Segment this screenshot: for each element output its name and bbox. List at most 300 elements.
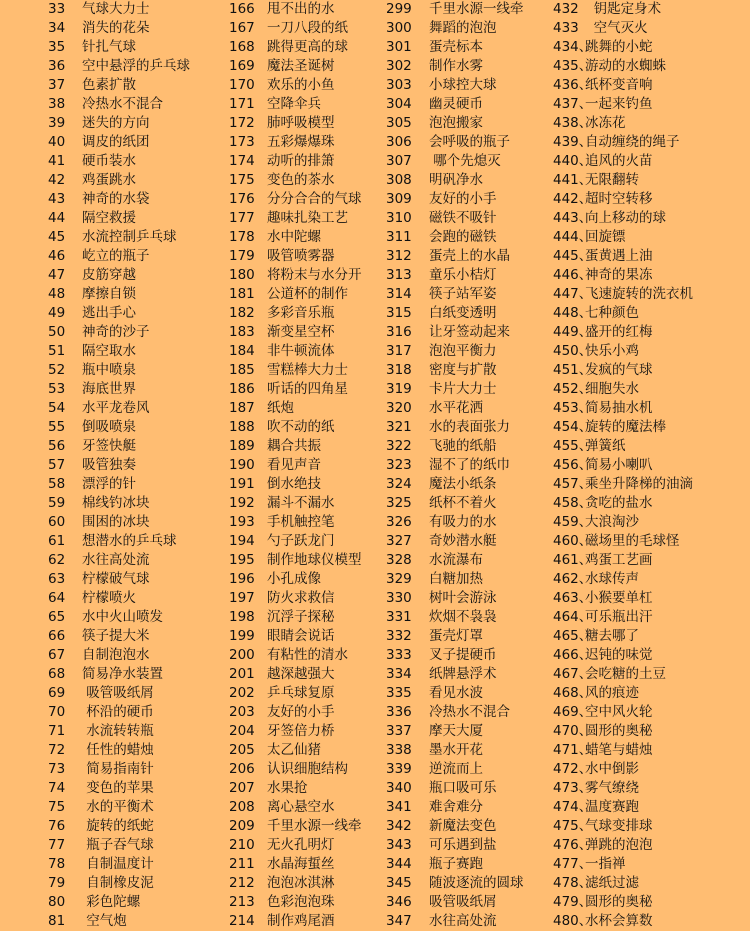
item-title: 自制橡皮泥 (82, 875, 154, 891)
item-title: 逆流而上 (429, 761, 483, 777)
item-title: 泡泡平衡力 (429, 343, 497, 359)
item-title: 跳得更高的球 (267, 39, 348, 55)
item-number: 435、 (553, 58, 593, 74)
item-number: 43 (48, 191, 66, 207)
item-number: 41 (48, 153, 66, 169)
item-number: 51 (48, 343, 66, 359)
item-number: 194 (229, 533, 255, 549)
item-title: 多彩音乐瓶 (267, 305, 335, 321)
item-number: 305 (386, 115, 412, 131)
item-number: 451、 (553, 362, 593, 378)
item-title: 冷热水不混合 (429, 704, 510, 720)
item-number: 315 (386, 305, 412, 321)
item-number: 184 (229, 343, 255, 359)
item-number: 53 (48, 381, 66, 397)
item-title: 弹簧纸 (585, 438, 626, 454)
item-number: 38 (48, 96, 66, 112)
item-number: 306 (386, 134, 412, 150)
item-number: 36 (48, 58, 66, 74)
item-number: 39 (48, 115, 66, 131)
item-number: 46 (48, 248, 66, 264)
item-number: 178 (229, 229, 255, 245)
item-number: 436、 (553, 77, 593, 93)
item-title: 哪个先熄灭 (429, 153, 501, 169)
item-title: 会呼吸的瓶子 (429, 134, 510, 150)
item-number: 466、 (553, 647, 593, 663)
item-number: 433 (553, 20, 579, 36)
item-title: 蛋壳灯罩 (429, 628, 483, 644)
item-title: 炊烟不袅袅 (429, 609, 497, 625)
item-number: 453、 (553, 400, 593, 416)
item-number: 190 (229, 457, 255, 473)
item-number: 450、 (553, 343, 593, 359)
item-title: 吹不动的纸 (267, 419, 335, 435)
item-title: 消失的花朵 (82, 20, 150, 36)
item-number: 171 (229, 96, 255, 112)
item-number: 302 (386, 58, 412, 74)
item-number: 176 (229, 191, 255, 207)
item-title: 神奇的水袋 (82, 191, 150, 207)
item-number: 177 (229, 210, 255, 226)
item-number: 452、 (553, 381, 593, 397)
item-title: 纸牌悬浮术 (429, 666, 497, 682)
item-number: 50 (48, 324, 66, 340)
item-number: 434、 (553, 39, 593, 55)
item-title: 白纸变透明 (429, 305, 497, 321)
item-number: 189 (229, 438, 255, 454)
item-title: 空中风火轮 (585, 704, 653, 720)
item-title: 制作水雾 (429, 58, 483, 74)
item-number: 207 (229, 780, 255, 796)
item-title: 友好的小手 (267, 704, 335, 720)
item-number: 74 (48, 780, 66, 796)
item-title: 鸡蛋跳水 (82, 172, 136, 188)
item-title: 简易净水装置 (82, 666, 163, 682)
item-number: 343 (386, 837, 412, 853)
item-number: 442、 (553, 191, 593, 207)
item-title: 任性的蜡烛 (82, 742, 154, 758)
item-number: 168 (229, 39, 255, 55)
item-title: 瓶子赛跑 (429, 856, 483, 872)
item-number: 456、 (553, 457, 593, 473)
item-number: 81 (48, 913, 66, 929)
item-number: 198 (229, 609, 255, 625)
item-number: 172 (229, 115, 255, 131)
item-number: 191 (229, 476, 255, 492)
item-number: 47 (48, 267, 66, 283)
item-title: 看见声音 (267, 457, 321, 473)
item-title: 渐变星空杯 (267, 324, 335, 340)
item-title: 水往高处流 (429, 913, 497, 929)
item-number: 299 (386, 1, 412, 17)
item-number: 59 (48, 495, 66, 511)
item-number: 63 (48, 571, 66, 587)
item-title: 色素扩散 (82, 77, 136, 93)
item-title: 小球控大球 (429, 77, 497, 93)
item-number: 341 (386, 799, 412, 815)
item-title: 盛开的红梅 (585, 324, 653, 340)
item-title: 童乐小桔灯 (429, 267, 497, 283)
item-title: 欢乐的小鱼 (267, 77, 335, 93)
item-number: 209 (229, 818, 255, 834)
item-number: 213 (229, 894, 255, 910)
item-number: 166 (229, 1, 255, 17)
item-title: 水晶海蜇丝 (267, 856, 335, 872)
item-title: 针扎气球 (82, 39, 136, 55)
item-title: 气球大力士 (82, 1, 150, 17)
item-title: 跳舞的小蛇 (585, 39, 653, 55)
item-title: 迟钝的味觉 (585, 647, 653, 663)
item-number: 73 (48, 761, 66, 777)
item-number: 48 (48, 286, 66, 302)
item-number: 70 (48, 704, 66, 720)
item-title: 认识细胞结构 (267, 761, 348, 777)
item-number: 45 (48, 229, 66, 245)
item-title: 杯沿的硬币 (82, 704, 154, 720)
item-number: 330 (386, 590, 412, 606)
item-number: 214 (229, 913, 255, 929)
item-number: 475、 (553, 818, 593, 834)
item-title: 有吸力的水 (429, 514, 497, 530)
item-number: 195 (229, 552, 255, 568)
item-title: 小猴要单杠 (585, 590, 653, 606)
item-number: 457、 (553, 476, 593, 492)
item-title: 乒乓球复原 (267, 685, 335, 701)
item-title: 分分合合的气球 (267, 191, 362, 207)
item-number: 460、 (553, 533, 593, 549)
item-number: 474、 (553, 799, 593, 815)
item-number: 333 (386, 647, 412, 663)
item-title: 彩色陀螺 (82, 894, 141, 910)
item-number: 440、 (553, 153, 593, 169)
item-title: 肺呼吸模型 (267, 115, 335, 131)
item-number: 200 (229, 647, 255, 663)
item-title: 飞驰的纸船 (429, 438, 497, 454)
item-title: 鸡蛋工艺画 (585, 552, 653, 568)
item-number: 432 (553, 1, 579, 17)
item-title: 奇妙潜水艇 (429, 533, 497, 549)
item-number: 182 (229, 305, 255, 321)
item-title: 纸炮 (267, 400, 294, 416)
item-title: 自动缠绕的绳子 (585, 134, 680, 150)
item-number: 313 (386, 267, 412, 283)
item-number: 55 (48, 419, 66, 435)
item-number: 332 (386, 628, 412, 644)
item-number: 309 (386, 191, 412, 207)
item-number: 439、 (553, 134, 593, 150)
item-number: 314 (386, 286, 412, 302)
item-number: 312 (386, 248, 412, 264)
item-title: 吸管吸纸屑 (429, 894, 497, 910)
item-title: 非牛顿流体 (267, 343, 335, 359)
item-title: 磁铁不吸针 (429, 210, 497, 226)
item-title: 可乐遇到盐 (429, 837, 497, 853)
item-number: 300 (386, 20, 412, 36)
item-title: 随波逐流的圆球 (429, 875, 524, 891)
item-title: 细胞失水 (585, 381, 639, 397)
item-number: 174 (229, 153, 255, 169)
item-number: 324 (386, 476, 412, 492)
item-title: 水往高处流 (82, 552, 150, 568)
item-title: 水球传声 (585, 571, 639, 587)
item-number: 197 (229, 590, 255, 606)
item-title: 钥匙定身术 (585, 1, 662, 17)
item-title: 五彩爆爆珠 (267, 134, 335, 150)
item-title: 弹跳的泡泡 (585, 837, 653, 853)
item-title: 动听的排箫 (267, 153, 335, 169)
item-title: 海底世界 (82, 381, 136, 397)
item-number: 464、 (553, 609, 593, 625)
item-title: 叉子提硬币 (429, 647, 497, 663)
item-number: 345 (386, 875, 412, 891)
item-title: 可乐瓶出汗 (585, 609, 653, 625)
item-title: 水果抢 (267, 780, 308, 796)
item-title: 太乙仙猪 (267, 742, 321, 758)
item-title: 白糖加热 (429, 571, 483, 587)
item-number: 342 (386, 818, 412, 834)
item-title: 千里水源一线牵 (267, 818, 362, 834)
item-number: 76 (48, 818, 66, 834)
item-title: 水平花洒 (429, 400, 483, 416)
item-number: 470、 (553, 723, 593, 739)
item-number: 317 (386, 343, 412, 359)
item-title: 瓶口吸可乐 (429, 780, 497, 796)
item-title: 变色的茶水 (267, 172, 335, 188)
item-number: 344 (386, 856, 412, 872)
item-number: 75 (48, 799, 66, 815)
item-number: 327 (386, 533, 412, 549)
item-title: 将粉末与水分开 (267, 267, 362, 283)
item-number: 303 (386, 77, 412, 93)
item-number: 185 (229, 362, 255, 378)
item-title: 空中悬浮的乒乓球 (82, 58, 190, 74)
item-number: 338 (386, 742, 412, 758)
item-number: 186 (229, 381, 255, 397)
item-title: 棉线钓冰块 (82, 495, 150, 511)
item-title: 水中陀螺 (267, 229, 321, 245)
item-title: 纸杯变音响 (585, 77, 653, 93)
item-title: 牙签快艇 (82, 438, 136, 454)
item-title: 自制泡泡水 (82, 647, 150, 663)
item-title: 摩天大厦 (429, 723, 483, 739)
item-number: 33 (48, 1, 66, 17)
item-number: 329 (386, 571, 412, 587)
item-title: 吸管喷雾器 (267, 248, 335, 264)
item-number: 331 (386, 609, 412, 625)
item-number: 335 (386, 685, 412, 701)
item-number: 322 (386, 438, 412, 454)
item-title: 蛋壳上的水晶 (429, 248, 510, 264)
item-number: 167 (229, 20, 255, 36)
item-title: 变色的苹果 (82, 780, 154, 796)
item-number: 323 (386, 457, 412, 473)
item-title: 无火孔明灯 (267, 837, 335, 853)
item-title: 魔法小纸条 (429, 476, 497, 492)
item-title: 气球变排球 (585, 818, 653, 834)
item-number: 196 (229, 571, 255, 587)
item-number: 192 (229, 495, 255, 511)
item-number: 180 (229, 267, 255, 283)
item-title: 看见水波 (429, 685, 483, 701)
item-title: 让牙签动起来 (429, 324, 510, 340)
item-number: 307 (386, 153, 412, 169)
item-number: 326 (386, 514, 412, 530)
item-title: 耦合共振 (267, 438, 321, 454)
item-title: 明矾净水 (429, 172, 483, 188)
item-number: 187 (229, 400, 255, 416)
item-number: 208 (229, 799, 255, 815)
item-title: 围困的冰块 (82, 514, 150, 530)
item-title: 会吃糖的土豆 (585, 666, 666, 682)
item-number: 173 (229, 134, 255, 150)
item-number: 62 (48, 552, 66, 568)
item-title: 水中火山喷发 (82, 609, 163, 625)
item-number: 316 (386, 324, 412, 340)
item-title: 神奇的沙子 (82, 324, 150, 340)
item-number: 49 (48, 305, 66, 321)
item-title: 旋转的魔法棒 (585, 419, 666, 435)
item-number: 468、 (553, 685, 593, 701)
item-number: 169 (229, 58, 255, 74)
item-title: 水的表面张力 (429, 419, 510, 435)
item-number: 206 (229, 761, 255, 777)
item-title: 新魔法变色 (429, 818, 497, 834)
item-title: 漂浮的针 (82, 476, 136, 492)
item-title: 逃出手心 (82, 305, 136, 321)
item-number: 37 (48, 77, 66, 93)
item-number: 477、 (553, 856, 593, 872)
item-title: 快乐小鸡 (585, 343, 639, 359)
item-title: 无限翻转 (585, 172, 639, 188)
item-title: 墨水开花 (429, 742, 483, 758)
item-number: 52 (48, 362, 66, 378)
item-number: 193 (229, 514, 255, 530)
item-number: 308 (386, 172, 412, 188)
item-title: 泡泡搬家 (429, 115, 483, 131)
item-number: 478、 (553, 875, 593, 891)
item-title: 友好的小手 (429, 191, 497, 207)
item-number: 79 (48, 875, 66, 891)
item-title: 柠檬破气球 (82, 571, 150, 587)
item-title: 树叶会游泳 (429, 590, 497, 606)
item-number: 80 (48, 894, 66, 910)
item-title: 游动的水蜘蛛 (585, 58, 666, 74)
item-number: 181 (229, 286, 255, 302)
item-title: 筷子站军姿 (429, 286, 497, 302)
item-number: 40 (48, 134, 66, 150)
item-title: 瓶中喷泉 (82, 362, 136, 378)
item-number: 444、 (553, 229, 593, 245)
item-number: 56 (48, 438, 66, 454)
item-title: 回旋镖 (585, 229, 626, 245)
item-title: 雪糕棒大力士 (267, 362, 348, 378)
item-number: 472、 (553, 761, 593, 777)
item-title: 大浪淘沙 (585, 514, 639, 530)
item-title: 水的平衡术 (82, 799, 154, 815)
item-number: 334 (386, 666, 412, 682)
item-title: 水杯会算数 (585, 913, 653, 929)
item-number: 179 (229, 248, 255, 264)
item-number: 445、 (553, 248, 593, 264)
item-title: 制作鸡尾酒 (267, 913, 335, 929)
item-title: 隔空取水 (82, 343, 136, 359)
item-title: 简易抽水机 (585, 400, 653, 416)
item-title: 飞速旋转的洗衣机 (585, 286, 693, 302)
item-title: 雾气缭绕 (585, 780, 639, 796)
item-number: 458、 (553, 495, 593, 511)
item-number: 42 (48, 172, 66, 188)
item-title: 千里水源一线牵 (429, 1, 524, 17)
item-number: 188 (229, 419, 255, 435)
item-title: 筷子提大米 (82, 628, 150, 644)
item-number: 319 (386, 381, 412, 397)
item-title: 水流控制乒乓球 (82, 229, 177, 245)
item-title: 贪吃的盐水 (585, 495, 653, 511)
item-title: 倒水绝技 (267, 476, 321, 492)
item-number: 204 (229, 723, 255, 739)
item-number: 57 (48, 457, 66, 473)
item-number: 44 (48, 210, 66, 226)
item-number: 203 (229, 704, 255, 720)
item-number: 437、 (553, 96, 593, 112)
item-number: 467、 (553, 666, 593, 682)
item-title: 一起来钓鱼 (585, 96, 653, 112)
item-number: 455、 (553, 438, 593, 454)
item-number: 77 (48, 837, 66, 853)
item-title: 吸管独奏 (82, 457, 136, 473)
item-number: 441、 (553, 172, 593, 188)
item-title: 圆形的奥秘 (585, 894, 653, 910)
item-number: 183 (229, 324, 255, 340)
item-number: 469、 (553, 704, 593, 720)
item-title: 卡片大力士 (429, 381, 497, 397)
item-title: 空气炮 (82, 913, 127, 929)
item-number: 465、 (553, 628, 593, 644)
item-number: 199 (229, 628, 255, 644)
item-number: 328 (386, 552, 412, 568)
item-title: 制作地球仪模型 (267, 552, 362, 568)
item-number: 346 (386, 894, 412, 910)
item-title: 防火求救信 (267, 590, 335, 606)
item-number: 463、 (553, 590, 593, 606)
item-title: 想潜水的乒乓球 (82, 533, 177, 549)
item-title: 水流转转瓶 (82, 723, 154, 739)
item-number: 443、 (553, 210, 593, 226)
item-title: 柠檬喷火 (82, 590, 136, 606)
item-number: 446、 (553, 267, 593, 283)
item-number: 311 (386, 229, 412, 245)
item-title: 滤纸过滤 (585, 875, 639, 891)
item-title: 难舍难分 (429, 799, 483, 815)
item-number: 320 (386, 400, 412, 416)
item-title: 水平龙卷风 (82, 400, 150, 416)
item-number: 480、 (553, 913, 593, 929)
item-title: 神奇的果冻 (585, 267, 653, 283)
item-title: 手机触控笔 (267, 514, 335, 530)
item-title: 旋转的纸蛇 (82, 818, 154, 834)
item-title: 泡泡冰淇淋 (267, 875, 335, 891)
item-number: 170 (229, 77, 255, 93)
item-number: 448、 (553, 305, 593, 321)
item-number: 301 (386, 39, 412, 55)
item-title: 简易小喇叭 (585, 457, 653, 473)
item-number: 175 (229, 172, 255, 188)
item-title: 色彩泡泡珠 (267, 894, 335, 910)
item-title: 听话的四角星 (267, 381, 348, 397)
item-number: 310 (386, 210, 412, 226)
item-title: 湿不了的纸巾 (429, 457, 510, 473)
item-number: 61 (48, 533, 66, 549)
